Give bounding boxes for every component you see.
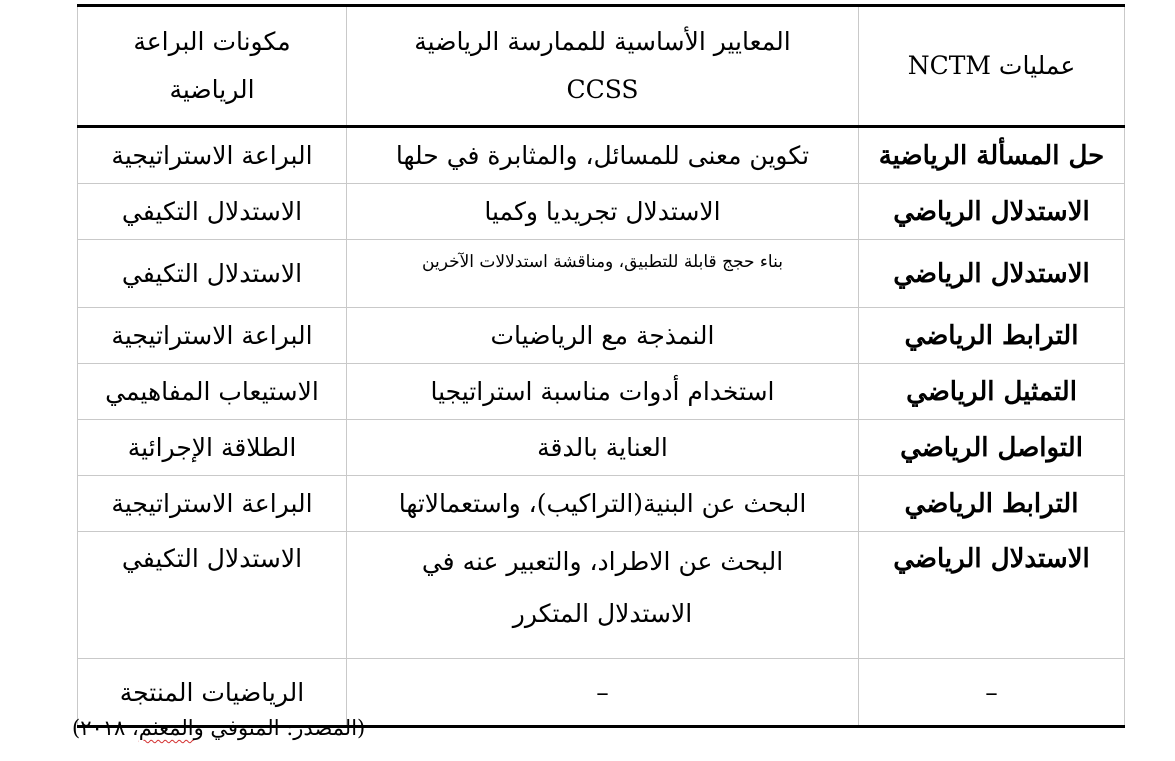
cell-component: الاستيعاب المفاهيمي [78, 364, 347, 420]
cell-operation: – [859, 659, 1125, 727]
cell-component: الرياضيات المنتجة [78, 659, 347, 727]
cell-component: الاستدلال التكيفي [78, 532, 347, 659]
header-comp-line2: الرياضية [169, 75, 255, 104]
cell-ccss: بناء حجج قابلة للتطبيق، ومناقشة استدلالات الآخرين [347, 240, 859, 308]
header-ccss-line2: CCSS [566, 75, 639, 104]
table-row [78, 364, 1125, 420]
cell-ccss: تكوين معنى للمسائل، والمثابرة في حلها [347, 127, 859, 184]
table-row [78, 127, 1125, 184]
cell-component: البراعة الاستراتيجية [78, 127, 347, 184]
header-comp-line1: مكونات البراعة [133, 27, 291, 56]
cell-ccss-line1: البحث عن الاطراد، والتعبير عنه في [421, 547, 784, 576]
cell-operation: الاستدلال الرياضي [859, 532, 1125, 659]
source-prefix: (المصدر: المنوفي و [193, 716, 366, 740]
table-row [78, 308, 1125, 364]
cell-operation: التمثيل الرياضي [859, 364, 1125, 420]
source-suffix: ، ٢٠١٨) [72, 716, 139, 740]
header-nctm-operations: عمليات NCTM [859, 6, 1125, 127]
table-row [78, 240, 1125, 308]
table-row [78, 476, 1125, 532]
cell-ccss-line2: الاستدلال المتكرر [512, 599, 693, 628]
cell-ccss: العناية بالدقة [347, 420, 859, 476]
cell-ccss [347, 532, 859, 659]
cell-operation: التواصل الرياضي [859, 420, 1125, 476]
cell-ccss: استخدام أدوات مناسبة استراتيجيا [347, 364, 859, 420]
cell-ccss: النمذجة مع الرياضيات [347, 308, 859, 364]
cell-component: البراعة الاستراتيجية [78, 476, 347, 532]
source-spellcheck-word: المعثم [138, 716, 194, 740]
header-ccss-line1: المعايير الأساسية للممارسة الرياضية [414, 27, 791, 56]
table-row [78, 532, 1125, 659]
cell-component: البراعة الاستراتيجية [78, 308, 347, 364]
standards-comparison-table [77, 4, 1125, 728]
cell-component: الطلاقة الإجرائية [78, 420, 347, 476]
header-ccss-standards [347, 6, 859, 127]
cell-component: الاستدلال التكيفي [78, 184, 347, 240]
table-row [78, 420, 1125, 476]
table-row [78, 184, 1125, 240]
cell-ccss: – [347, 659, 859, 727]
source-citation [72, 716, 365, 740]
cell-ccss: البحث عن البنية(التراكيب)، واستعمالاتها [347, 476, 859, 532]
cell-operation: الاستدلال الرياضي [859, 184, 1125, 240]
header-proficiency-components [78, 6, 347, 127]
cell-operation: حل المسألة الرياضية [859, 127, 1125, 184]
cell-operation: الترابط الرياضي [859, 476, 1125, 532]
cell-ccss: الاستدلال تجريديا وكميا [347, 184, 859, 240]
cell-operation: الترابط الرياضي [859, 308, 1125, 364]
cell-operation: الاستدلال الرياضي [859, 240, 1125, 308]
cell-component: الاستدلال التكيفي [78, 240, 347, 308]
table-header-row [78, 6, 1125, 127]
